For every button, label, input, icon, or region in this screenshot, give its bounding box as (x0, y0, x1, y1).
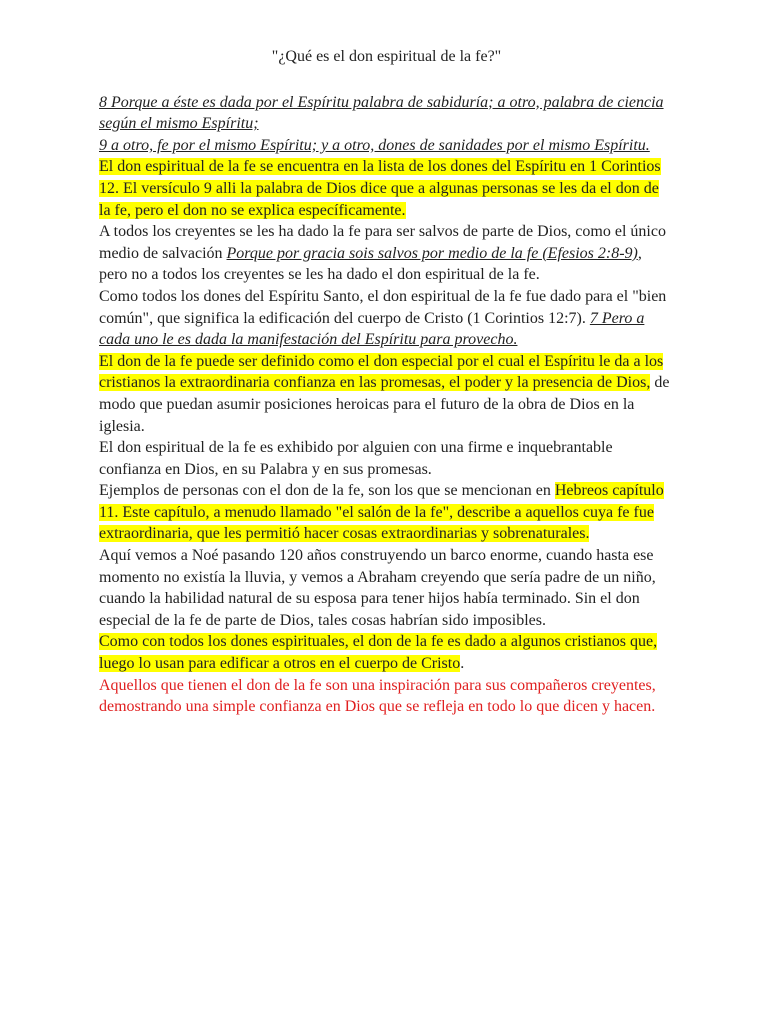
paragraph-text: Como todos los dones del Espíritu Santo, el don espiritual de la fe fue dado para el "bien común", que significa la edificación del cuerpo de Cristo (1 Corintios 12:7). (99, 287, 667, 327)
paragraph-text: , pero no a todos los creyentes se les ha dado el don espiritual de la fe. (99, 244, 642, 284)
paragraph-noah-abraham (99, 545, 674, 631)
scripture-verse-9: 9 a otro, fe por el mismo Espíritu; y a otro, dones de sanidades por el mismo Espíritu. (99, 136, 650, 154)
scripture-verse-8: 8 Porque a éste es dada por el Espíritu palabra de sabiduría; a otro, palabra de ciencia según el mismo Espíritu; (99, 93, 664, 133)
page-title: "¿Qué es el don espiritual de la fe?" (271, 48, 502, 65)
closing-text: Aquellos que tienen el don de la fe son una inspiración para sus compañeros creyentes, demostrando una simple confianza en Dios que se refleja en todo lo que dicen y hacen. (99, 676, 656, 716)
paragraph-text: El don espiritual de la fe es exhibido por alguien con una firme e inquebrantable confianza en Dios, en su Palabra y en sus promesas. (99, 439, 613, 478)
highlighted-text: El don espiritual de la fe se encuentra en la lista de los dones del Espíritu en 1 Corintios 12. El versículo 9 alli la palabra de Dios dice que a algunas personas se les da el don de la fe, pero el don no se explica específicamente. (99, 158, 661, 219)
paragraph-exhibited (99, 437, 674, 480)
paragraph-text: A todos los creyentes se les ha dado la fe para ser salvos de parte de Dios, como el único medio de salvación (99, 223, 666, 262)
paragraph-text: de modo que puedan asumir posiciones heroicas para el futuro de la obra de Dios en la iglesia. (99, 374, 670, 435)
paragraph-salvation (99, 221, 674, 286)
highlighted-text: El don de la fe puede ser definido como el don especial por el cual el Espíritu le da a los cristianos la extraordinaria confianza en las promesas, el poder y la presencia de Dios, (99, 352, 664, 392)
highlighted-text: Como con todos los dones espirituales, el don de la fe es dado a algunos cristianos que, luego lo usan para edificar a otros en el cuerpo de Cristo (99, 633, 658, 673)
highlighted-text: Hebreos capítulo 11. Este capítulo, a menudo llamado "el salón de la fe", describe a aquellos cuya fe fue extraordinaria, que les permitió hacer cosas extraordinarias y sobrenaturales. (99, 482, 664, 543)
paragraph-examples (99, 480, 674, 545)
scripture-reference: Porque por gracia sois salvos por medio de la fe (Efesios 2:8-9) (226, 244, 638, 262)
scripture-reference: 7 Pero a cada uno le es dada la manifestación del Espíritu para provecho. (99, 309, 645, 349)
paragraph-common-good (99, 286, 674, 351)
paragraph-text: Aquí vemos a Noé pasando 120 años construyendo un barco enorme, cuando hasta ese momento no existía la lluvia, y vemos a Abraham creyendo que sería padre de un niño, cuando la habilidad natural de su esposa para tener hijos había terminado. Sin el don especial de la fe de parte de Dios, tales cosas habrían sido imposibles. (99, 547, 656, 629)
paragraph-edification (99, 631, 674, 674)
paragraph-closing (99, 675, 674, 718)
paragraph-text: Ejemplos de personas con el don de la fe, son los que se mencionan en (99, 482, 555, 500)
paragraph-intro (99, 156, 674, 221)
scripture-quote (99, 92, 674, 157)
paragraph-text: . (460, 655, 465, 673)
document-body (99, 46, 674, 718)
paragraph-definition (99, 351, 674, 437)
